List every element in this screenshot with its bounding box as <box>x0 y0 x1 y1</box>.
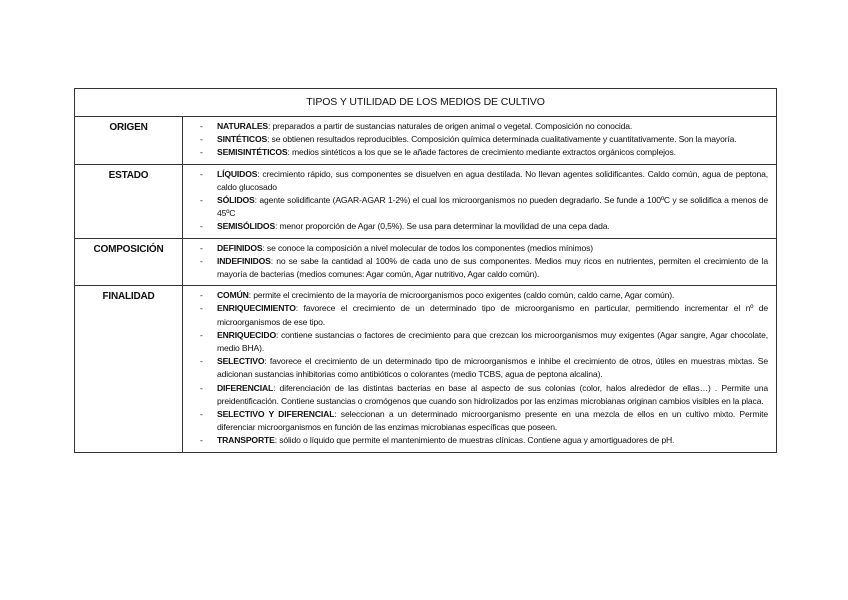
item-text <box>217 329 768 355</box>
bullet-dash: - <box>200 195 203 206</box>
item-description: : contiene sustancias o factores de crecimiento para que crezcan los microorganismos muy exigentes (Agar sangre, Agar chocolate, medio BHA). <box>217 329 768 354</box>
item-description: : agente solidificante (AGAR-AGAR 1-2%) el cual los microorganismos no pueden degradarlo. Se funde a 100ºC y se solidifica a menos de 45ºC <box>217 195 768 219</box>
item-term: SEMISINTÉTICOS <box>217 147 288 158</box>
item-description: : menor proporción de Agar (0,5%). Se usa para determinar la movilidad de una cepa dada. <box>275 221 610 232</box>
item-description: : permite el crecimiento de la mayoría de microorganismos poco exigentes (caldo común, caldo carne, Agar común). <box>248 290 675 301</box>
item-description: : favorece el crecimiento de un determinado tipo de microorganismo en particular, permitiendo incrementar el nº de microorganismos de ese tipo. <box>217 303 768 327</box>
list-item <box>200 329 768 355</box>
bullet-dash: - <box>200 382 203 393</box>
item-text <box>217 382 768 408</box>
table-row-estado <box>75 165 776 239</box>
row-label: ESTADO <box>75 165 183 238</box>
item-term: DIFERENCIAL <box>217 382 274 393</box>
bullet-dash: - <box>200 121 203 131</box>
list-item <box>200 194 768 220</box>
item-term: SELECTIVO <box>217 356 265 367</box>
table-body <box>75 117 776 452</box>
bullet-dash: - <box>200 147 203 158</box>
item-text <box>217 133 768 146</box>
item-text <box>217 408 768 434</box>
list-item <box>200 434 768 447</box>
item-description: : se obtienen resultados reproducibles. Composición química determinada cualitativamente y cuantitativamente. Son la mayoría. <box>267 134 737 145</box>
bullet-dash: - <box>200 290 203 301</box>
row-label: COMPOSICIÓN <box>75 239 183 286</box>
row-content <box>183 117 776 164</box>
item-term: NATURALES <box>217 121 269 131</box>
bullet-dash: - <box>200 134 203 145</box>
row-content <box>183 165 776 238</box>
item-term: TRANSPORTE <box>217 435 275 446</box>
row-label: FINALIDAD <box>75 286 183 451</box>
row-label: ORIGEN <box>75 117 183 164</box>
item-term: ENRIQUECIDO <box>217 329 276 340</box>
bullet-dash: - <box>200 242 203 253</box>
item-description: : favorece el crecimiento de un determinado tipo de microorganismos e inhibe el crecimiento de otros, útiles en muestras mixtas. Se adicionan sustancias inhibitorias como antibióticos o colorantes (medio TCBS, agua de peptona alcalina). <box>217 356 768 380</box>
item-term: SELECTIVO Y DIFERENCIAL <box>217 409 335 420</box>
table-row-finalidad <box>75 286 776 451</box>
bullet-dash: - <box>200 255 203 266</box>
table-row-composicion <box>75 239 776 287</box>
list-item <box>200 302 768 328</box>
table-row-origen <box>75 117 776 165</box>
item-text <box>217 120 768 133</box>
item-text <box>217 194 768 220</box>
item-term: SÓLIDOS <box>217 195 255 206</box>
list-item <box>200 120 768 133</box>
list-item <box>200 289 768 302</box>
item-description: : diferenciación de las distintas bacterias en base al aspecto de sus colonias (color, halos alrededor de ellas…) . Permite una preidentificación. Contiene sustancias o cromógenos que cuando son hidrolizados por las enzimas microbianas originan cambios visibles en la placa. <box>217 382 768 406</box>
item-text <box>217 242 768 255</box>
item-text <box>217 168 768 194</box>
item-term: COMÚN <box>217 290 249 301</box>
bullet-dash: - <box>200 356 203 367</box>
item-term: ENRIQUECIMIENTO <box>217 303 296 314</box>
row-content <box>183 286 776 451</box>
item-text <box>217 146 768 159</box>
list-item <box>200 220 768 233</box>
list-item <box>200 355 768 381</box>
item-description: : se conoce la composición a nivel molecular de todos los componentes (medios mínimos) <box>262 242 593 253</box>
list-item <box>200 133 768 146</box>
culture-media-table <box>74 88 777 453</box>
item-text <box>217 355 768 381</box>
item-text <box>217 289 768 302</box>
bullet-dash: - <box>200 409 203 420</box>
item-term: INDEFINIDOS <box>217 255 271 266</box>
item-description: : seleccionan a un determinado microorganismo presente en una mezcla de ellos en un cultivo mixto. Permite diferenciar microorganismos en función de las enzimas microbianas específicas que poseen. <box>217 409 768 433</box>
item-text <box>217 220 768 233</box>
list-item <box>200 242 768 255</box>
bullet-dash: - <box>200 303 203 314</box>
list-item <box>200 408 768 434</box>
bullet-dash: - <box>200 329 203 340</box>
list-item <box>200 146 768 159</box>
list-item <box>200 168 768 194</box>
item-term: SEMISÓLIDOS <box>217 221 276 232</box>
item-description: : preparados a partir de sustancias naturales de origen animal o vegetal. Composición no conocida. <box>268 121 633 131</box>
table-title: TIPOS Y UTILIDAD DE LOS MEDIOS DE CULTIVO <box>75 89 776 117</box>
row-content <box>183 239 776 286</box>
bullet-dash: - <box>200 221 203 232</box>
bullet-dash: - <box>200 435 203 446</box>
item-description: : crecimiento rápido, sus componentes se disuelven en agua destilada. No llevan agentes solidificantes. Caldo común, agua de peptona, caldo glucosado <box>217 168 768 192</box>
item-text <box>217 302 768 328</box>
item-term: DEFINIDOS <box>217 242 263 253</box>
list-item <box>200 382 768 408</box>
item-description: : no se sabe la cantidad al 100% de cada uno de sus componentes. Medios muy ricos en nutrientes, permiten el crecimiento de la mayoría de bacterias (medios comunes: Agar común, Agar nutritivo, Agar caldo común). <box>217 255 768 280</box>
item-term: LÍQUIDOS <box>217 168 258 179</box>
item-text <box>217 255 768 281</box>
item-description: : medios sintéticos a los que se le añade factores de crecimiento mediante extractos orgánicos complejos. <box>287 147 676 158</box>
list-item <box>200 255 768 281</box>
item-description: : sólido o líquido que permite el mantenimiento de muestras clínicas. Contiene agua y amortiguadores de pH. <box>274 435 675 446</box>
item-term: SINTÉTICOS <box>217 134 268 145</box>
item-text <box>217 434 768 447</box>
bullet-dash: - <box>200 168 203 179</box>
